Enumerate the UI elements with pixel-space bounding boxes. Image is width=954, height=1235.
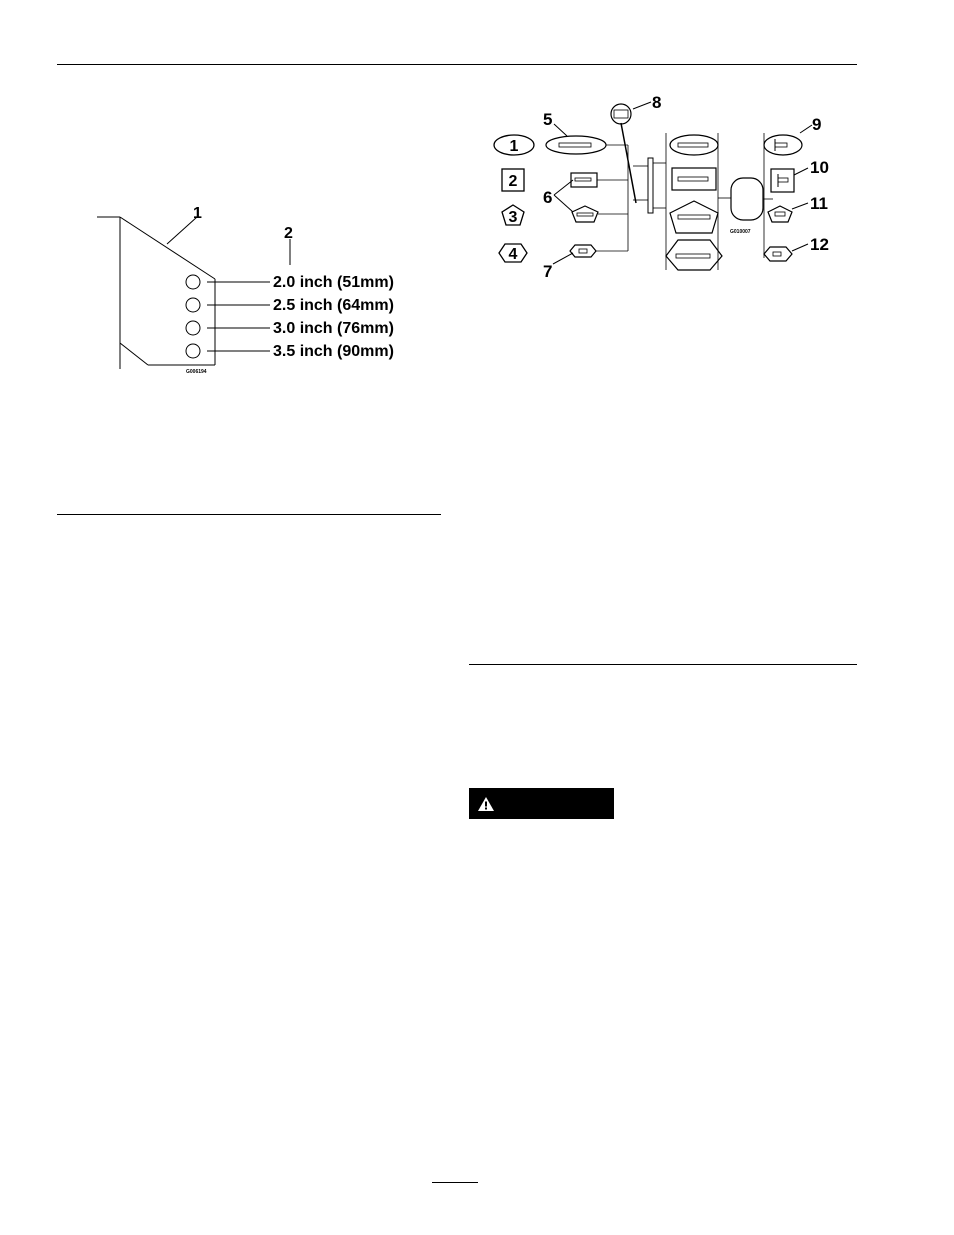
section-rule-left xyxy=(57,514,441,515)
height-setting-2: 2.5 inch (64mm) xyxy=(273,297,394,314)
warning-triangle-icon xyxy=(477,796,495,812)
height-setting-4: 3.5 inch (90mm) xyxy=(273,343,394,360)
figure-code: G006194 xyxy=(186,369,207,375)
shape-label-3: 3 xyxy=(508,209,518,226)
callout-7: 7 xyxy=(543,262,553,281)
callout-2: 2 xyxy=(284,225,293,242)
height-setting-1: 2.0 inch (51mm) xyxy=(273,274,394,291)
callout-9: 9 xyxy=(812,115,822,134)
figure-code: G010007 xyxy=(730,229,751,235)
callout-1: 1 xyxy=(193,205,202,222)
callout-8: 8 xyxy=(652,93,662,112)
height-setting-3: 3.0 inch (76mm) xyxy=(273,320,394,337)
header-rule xyxy=(57,64,857,65)
callout-6: 6 xyxy=(543,188,553,207)
page-number-rule xyxy=(432,1182,478,1183)
section-rule-right xyxy=(469,664,857,665)
shape-label-4: 4 xyxy=(508,246,518,263)
callout-5: 5 xyxy=(543,110,553,129)
callout-11: 11 xyxy=(810,194,828,213)
warning-banner xyxy=(469,788,614,819)
shape-label-2: 2 xyxy=(508,173,518,190)
wheel-assembly-figure xyxy=(488,88,848,288)
callout-12: 12 xyxy=(810,235,829,254)
height-of-cut-figure xyxy=(80,195,420,380)
callout-10: 10 xyxy=(810,158,829,177)
shape-label-1: 1 xyxy=(509,138,519,155)
